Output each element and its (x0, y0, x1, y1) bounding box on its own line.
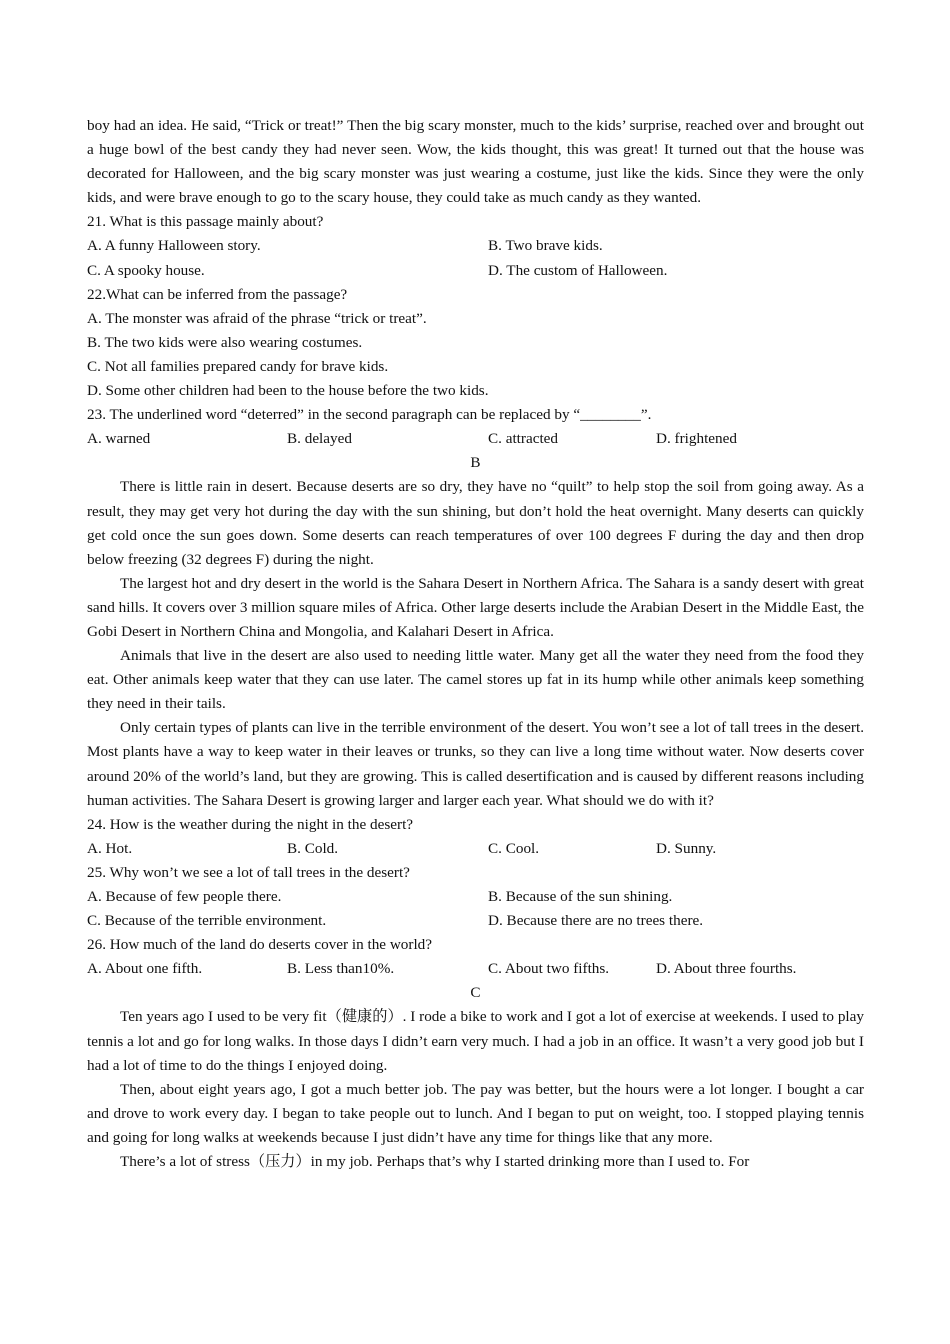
q26-options-row (87, 957, 864, 981)
section-b-paragraph-1: There is little rain in desert. Because deserts are so dry, they have no “quilt” to help stop the soil from going away. As a result, they may get very hot during the day with the sun shining, but don’t hold the heat overnight. Many deserts can quickly get cold once the sun goes down. Some deserts can reach temperatures of over 100 degrees F during the day and then drop below freezing (32 degrees F) during the night. (87, 478, 864, 568)
question-21: 21. What is this passage mainly about? (87, 213, 324, 231)
q22-option-c: C. Not all families prepared candy for brave kids. (87, 357, 389, 375)
question-23: 23. The underlined word “deterred” in the second paragraph can be replaced by “________”. (87, 406, 652, 424)
q26-option-b: B. Less than10%. (287, 960, 395, 978)
q25-option-a: A. Because of few people there. (87, 888, 282, 905)
passage-a-continuation: boy had an idea. He said, “Trick or treat!” Then the big scary monster, much to the kids’ surprise, reached over and brought out a huge bowl of the best candy they had never seen. Wow, the kids thought, this was great! It turned out that the house was decorated for Halloween, and the big scary monster was just wearing a costume, just like the kids. Since they were the only kids, and were brave enough to go to the scary house, they could take as much candy as they wanted. (87, 117, 864, 207)
q24-option-d: D. Sunny. (656, 839, 717, 857)
q25-option-d: D. Because there are no trees there. (488, 912, 704, 930)
q24-option-c: C. Cool. (488, 839, 540, 857)
q23-option-b: B. delayed (287, 430, 352, 448)
section-c-paragraph-1: Ten years ago I used to be very fit（健康的）. I rode a bike to work and I got a lot of exercise at weekends. I used to play tennis a lot and go for long walks. In those days I didn’t earn very much. I had a job in an office. It wasn’t a very good job but I had a lot of time to do the things I enjoyed doing. (87, 1008, 864, 1074)
q21-option-a: A. A funny Halloween story. (87, 237, 261, 255)
q23-option-a: A. warned (87, 430, 151, 448)
q26-option-c: C. About two fifths. (488, 960, 610, 978)
q21-option-b: B. Two brave kids. (488, 237, 603, 255)
q25-option-c: C. Because of the terrible environment. (87, 912, 327, 930)
q22-option-d: D. Some other children had been to the house before the two kids. (87, 382, 489, 400)
q25-option-b: B. Because of the sun shining. (488, 888, 673, 905)
q21-option-d: D. The custom of Halloween. (488, 261, 668, 279)
section-c-paragraph-3: There’s a lot of stress（压力）in my job. Perhaps that’s why I started drinking more than I used to. For (120, 1153, 750, 1171)
section-b-heading: B (470, 454, 481, 472)
q21-options-row-2 (87, 259, 864, 283)
section-c-heading: C (470, 984, 481, 1002)
q22-option-a: A. The monster was afraid of the phrase “trick or treat”. (87, 309, 427, 327)
question-22: 22.What can be inferred from the passage? (87, 285, 348, 303)
q26-option-d: D. About three fourths. (656, 960, 797, 978)
q24-options-row (87, 837, 864, 861)
q23-options-row (87, 427, 864, 451)
q26-option-a: A. About one fifth. (87, 960, 203, 978)
q21-option-c: C. A spooky house. (87, 261, 205, 279)
q23-option-c: C. attracted (488, 430, 558, 448)
question-25: 25. Why won’t we see a lot of tall trees in the desert? (87, 863, 410, 881)
section-b-paragraph-3: Animals that live in the desert are also used to needing little water. Many get all the water they need from the food they eat. Other animals keep water that they can use later. The camel stores up fat in its hump while other animals keep something they need in their tails. (87, 647, 864, 713)
section-b-paragraph-4: Only certain types of plants can live in the terrible environment of the desert. You won’t see a lot of tall trees in the desert. Most plants have a way to keep water in their leaves or trunks, so they can live a long time without water. Now deserts cover around 20% of the world’s land, but they are growing. This is called desertification and is caused by different reasons including human activities. The Sahara Desert is growing larger and larger each year. What should we do with it? (87, 719, 864, 809)
q25-options-row-2 (87, 909, 864, 933)
exam-page (87, 114, 864, 1174)
q21-options-row-1 (87, 234, 864, 258)
question-26: 26. How much of the land do deserts cover in the world? (87, 936, 433, 954)
q24-option-a: A. Hot. (87, 839, 133, 857)
q25-options-row-1 (87, 885, 864, 909)
section-c-paragraph-2: Then, about eight years ago, I got a much better job. The pay was better, but the hours were a lot longer. I bought a car and drove to work every day. I began to take people out to lunch. And I began to put on weight, too. I stopped playing tennis and going for long walks at weekends because I just didn’t have any time for things like that any more. (87, 1080, 864, 1146)
q22-option-b: B. The two kids were also wearing costumes. (87, 333, 363, 351)
q23-option-d: D. frightened (656, 430, 737, 448)
question-24: 24. How is the weather during the night in the desert? (87, 815, 414, 833)
section-b-paragraph-2: The largest hot and dry desert in the world is the Sahara Desert in Northern Africa. The Sahara is a sandy desert with great sand hills. It covers over 3 million square miles of Africa. Other large deserts include the Arabian Desert in the Middle East, the Gobi Desert in Northern China and Mongolia, and Kalahari Desert in Africa. (87, 574, 864, 640)
q24-option-b: B. Cold. (287, 839, 339, 857)
